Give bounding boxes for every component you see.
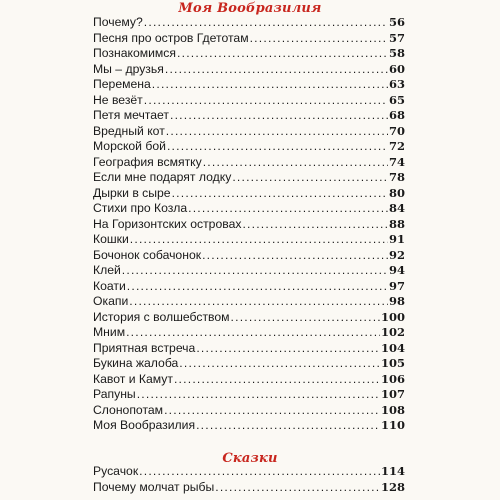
toc-entry: [93, 372, 405, 388]
toc-entry-page-number: 58: [388, 46, 405, 61]
dot-leader: [126, 325, 380, 341]
toc-entry-page-number: 110: [380, 418, 405, 433]
toc-entry-title: Букина жалоба: [93, 356, 179, 371]
toc-entry-title: География всмятку: [93, 154, 202, 169]
toc-entry-title: Бочонок собачонок: [93, 247, 202, 262]
toc-entry: [93, 217, 405, 233]
toc-entry-title: Кавот и Камут: [93, 371, 173, 386]
toc-entry-title: Рапуны: [93, 387, 136, 402]
toc-entry-title: Кошки: [93, 232, 129, 247]
dot-leader: [170, 108, 388, 124]
dot-leader: [137, 387, 380, 403]
toc-entry-title: Если мне подарят лодку: [93, 170, 232, 185]
dot-leader: [127, 279, 388, 295]
toc-entry: [93, 480, 405, 496]
toc-entry-title: Русачок: [93, 464, 139, 478]
toc-entry-page-number: 92: [388, 247, 405, 262]
toc-entry-page-number: 68: [388, 108, 405, 123]
toc-entry-title: Клей: [93, 263, 121, 278]
toc-entry: [93, 77, 405, 93]
toc-entry-page-number: 94: [388, 263, 405, 278]
toc-entry-title: Петя мечтает: [93, 108, 169, 123]
dot-leader: [202, 248, 388, 264]
toc-entry-title: Окапи: [93, 294, 129, 309]
dot-leader: [122, 263, 388, 279]
toc-entry-page-number: 91: [388, 232, 405, 247]
toc-entry-title: Не везёт: [93, 92, 143, 107]
toc-entry: [93, 139, 405, 155]
toc-entry: [93, 310, 405, 326]
toc-entry-page-number: 114: [380, 464, 405, 478]
toc-entry-page-number: 80: [388, 185, 405, 200]
toc-entry-page-number: 98: [388, 294, 405, 309]
toc-entry: [93, 294, 405, 310]
dot-leader: [203, 155, 388, 171]
toc-entry-page-number: 106: [380, 371, 405, 386]
toc-entry-page-number: 104: [380, 340, 405, 355]
toc-entry: [93, 46, 405, 62]
toc-entry: [93, 108, 405, 124]
toc-entry-page-number: 107: [380, 387, 405, 402]
toc-entry-page-number: 97: [388, 278, 405, 293]
toc-entry-page-number: 108: [380, 402, 405, 417]
toc-entry-page-number: 74: [388, 154, 405, 169]
toc-entry: [93, 62, 405, 78]
dot-leader: [232, 170, 388, 186]
toc-entry: [93, 279, 405, 295]
toc-entry-page-number: 56: [388, 15, 405, 29]
dot-leader: [179, 356, 380, 372]
dot-leader: [139, 464, 380, 480]
toc-entry-page-number: 70: [388, 123, 405, 138]
toc-entry-title: Почему?: [93, 15, 143, 29]
toc-entry-title: Стихи про Козла: [93, 201, 188, 216]
toc-entry: [93, 325, 405, 341]
toc-entry-page-number: 78: [388, 170, 405, 185]
section-heading-fairy-tales: Сказки: [222, 451, 278, 466]
toc-entry: [93, 232, 405, 248]
dot-leader: [166, 124, 388, 140]
toc-entry: [93, 341, 405, 357]
dot-leader: [250, 31, 388, 47]
toc-entry-title: Дырки в сыре: [93, 185, 171, 200]
dot-leader: [196, 418, 380, 434]
toc-entry-page-number: 102: [380, 325, 405, 340]
toc-entry-title: Мним: [93, 325, 126, 340]
toc-entry: [93, 418, 405, 434]
toc-entry: [93, 387, 405, 403]
toc-entry-title: Моя Вообразилия: [93, 418, 196, 433]
dot-leader: [152, 77, 388, 93]
toc-entry-page-number: 128: [380, 479, 405, 494]
toc-entry-title: Коати: [93, 278, 126, 293]
toc-entry: [93, 186, 405, 202]
dot-leader: [172, 186, 388, 202]
dot-leader: [129, 294, 388, 310]
toc-entry: [93, 248, 405, 264]
toc-entry-title: Приятная встреча: [93, 340, 196, 355]
dot-leader: [130, 232, 388, 248]
toc-entry: [93, 155, 405, 171]
toc-entry-page-number: 63: [388, 77, 405, 92]
dot-leader: [167, 139, 388, 155]
dot-leader: [177, 46, 388, 62]
dot-leader: [242, 217, 388, 233]
dot-leader: [188, 201, 388, 217]
dot-leader: [164, 403, 380, 419]
toc-entry-page-number: 72: [388, 139, 405, 154]
toc-entry-title: На Горизонтских островах: [93, 216, 242, 231]
toc-entry-title: Слонопотам: [93, 402, 164, 417]
toc-entry-page-number: 60: [388, 61, 405, 76]
dot-leader: [196, 341, 380, 357]
dot-leader: [165, 62, 388, 78]
toc-entry-title: Мы – друзья: [93, 61, 164, 76]
toc-entry-page-number: 57: [388, 30, 405, 45]
toc-list-fairy-tales: [93, 464, 405, 495]
dot-leader: [174, 372, 380, 388]
toc-entry-title: Познакомимся: [93, 46, 177, 61]
section-heading-imagination: Моя Вообразилия: [178, 1, 322, 16]
toc-entry: [93, 356, 405, 372]
toc-entry-page-number: 65: [388, 92, 405, 107]
dot-leader: [215, 480, 380, 496]
toc-entry-title: Перемена: [93, 77, 151, 92]
toc-entry-title: Морской бой: [93, 139, 166, 154]
toc-entry-title: Почему молчат рыбы: [93, 479, 215, 494]
toc-entry-page-number: 100: [380, 309, 405, 324]
dot-leader: [231, 310, 380, 326]
toc-entry: [93, 170, 405, 186]
toc-entry-page-number: 84: [388, 201, 405, 216]
toc-entry: [93, 403, 405, 419]
toc-entry-page-number: 105: [380, 356, 405, 371]
dot-leader: [144, 15, 388, 31]
toc-list-imagination: [93, 15, 405, 434]
toc-entry-title: История с волшебством: [93, 309, 230, 324]
toc-entry: [93, 201, 405, 217]
dot-leader: [144, 93, 388, 109]
toc-entry-title: Вредный кот: [93, 123, 165, 138]
toc-entry: [93, 93, 405, 109]
toc-entry: [93, 15, 405, 31]
toc-entry: [93, 464, 405, 480]
toc-entry-title: Песня про остров Гдетотам: [93, 30, 249, 45]
toc-entry-page-number: 88: [388, 216, 405, 231]
toc-entry: [93, 124, 405, 140]
toc-entry: [93, 31, 405, 47]
toc-entry: [93, 263, 405, 279]
